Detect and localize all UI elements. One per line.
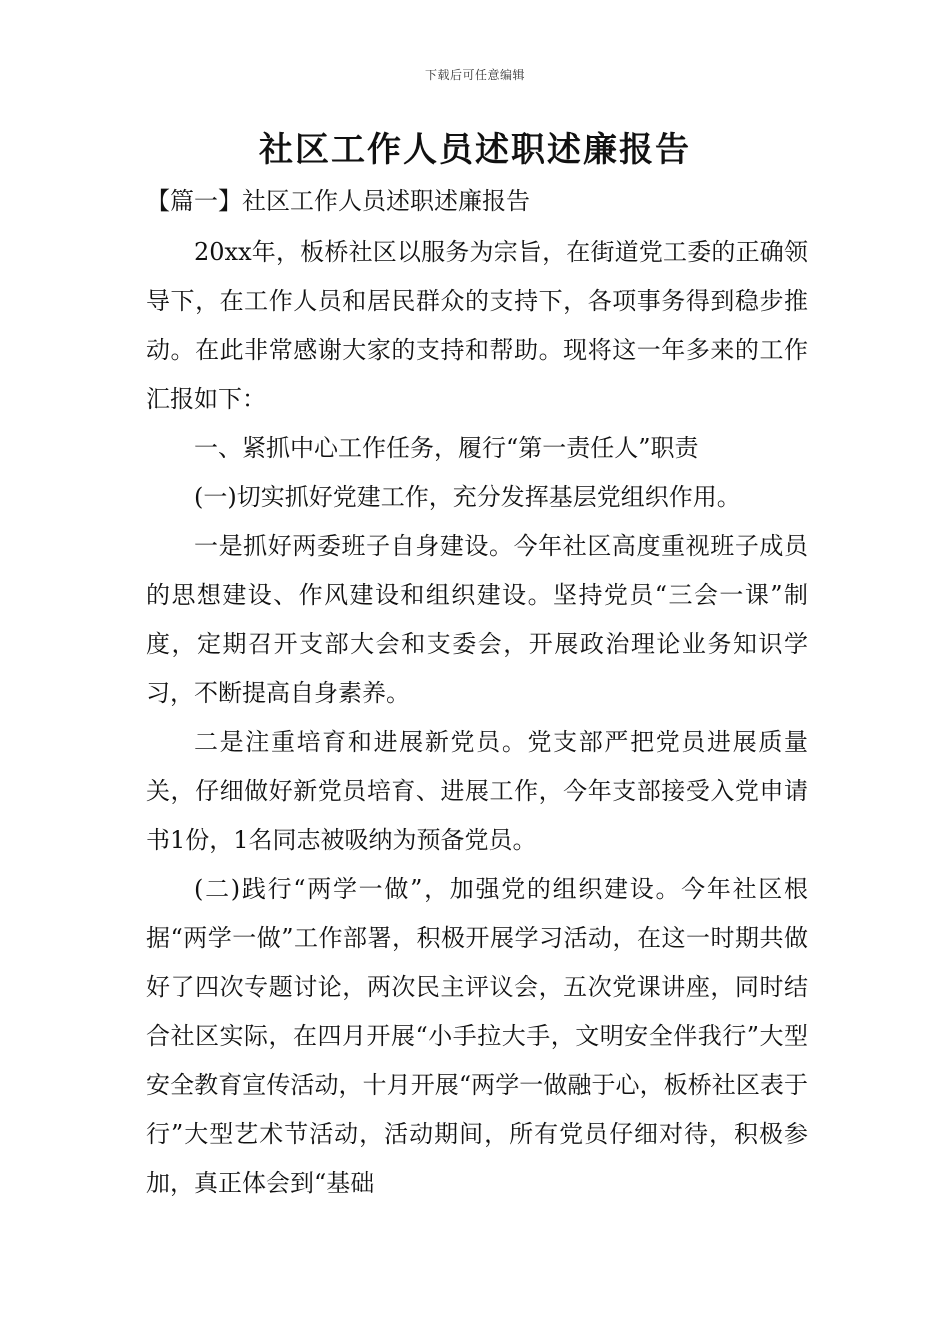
paragraph: (二)践行“两学一做”，加强党的组织建设。今年社区根据“两学一做”工作部署，积极开展学习活动，在这一时期共做好了四次专题讨论，两次民主评议会，五次党课讲座，同时结合社区实际，在四月开展“小手拉大手，文明安全伴我行”大型安全教育宣传活动，十月开展“两学一做融于心，板桥社区表于行”大型艺术节活动，活动期间，所有党员仔细对待，积极参加，真正体会到“基础 xyxy=(146,875,808,1197)
document-body xyxy=(146,228,808,1208)
paragraph: 20xx年，板桥社区以服务为宗旨，在街道党工委的正确领导下，在工作人员和居民群众的支持下，各项事务得到稳步推动。在此非常感谢大家的支持和帮助。现将这一年多来的工作汇报如下： xyxy=(146,238,808,413)
document-title: 社区工作人员述职述廉报告 xyxy=(259,130,691,170)
paragraph: 一是抓好两委班子自身建设。今年社区高度重视班子成员的思想建设、作风建设和组织建设。坚持党员“三会一课”制度，定期召开支部大会和支委会，开展政治理论业务知识学习，不断提高自身素养。 xyxy=(146,532,808,707)
header-note: 下载后可任意编辑 xyxy=(424,68,525,82)
paragraph: 一、紧抓中心工作任务，履行“第一责任人”职责 xyxy=(194,434,699,462)
paragraph: 二是注重培育和进展新党员。党支部严把党员进展质量关，仔细做好新党员培育、进展工作，今年支部接受入党申请书1份，1名同志被吸纳为预备党员。 xyxy=(146,728,808,854)
section-heading: 【篇一】社区工作人员述职述廉报告 xyxy=(146,187,530,215)
paragraph: (一)切实抓好党建工作，充分发挥基层党组织作用。 xyxy=(194,483,741,511)
